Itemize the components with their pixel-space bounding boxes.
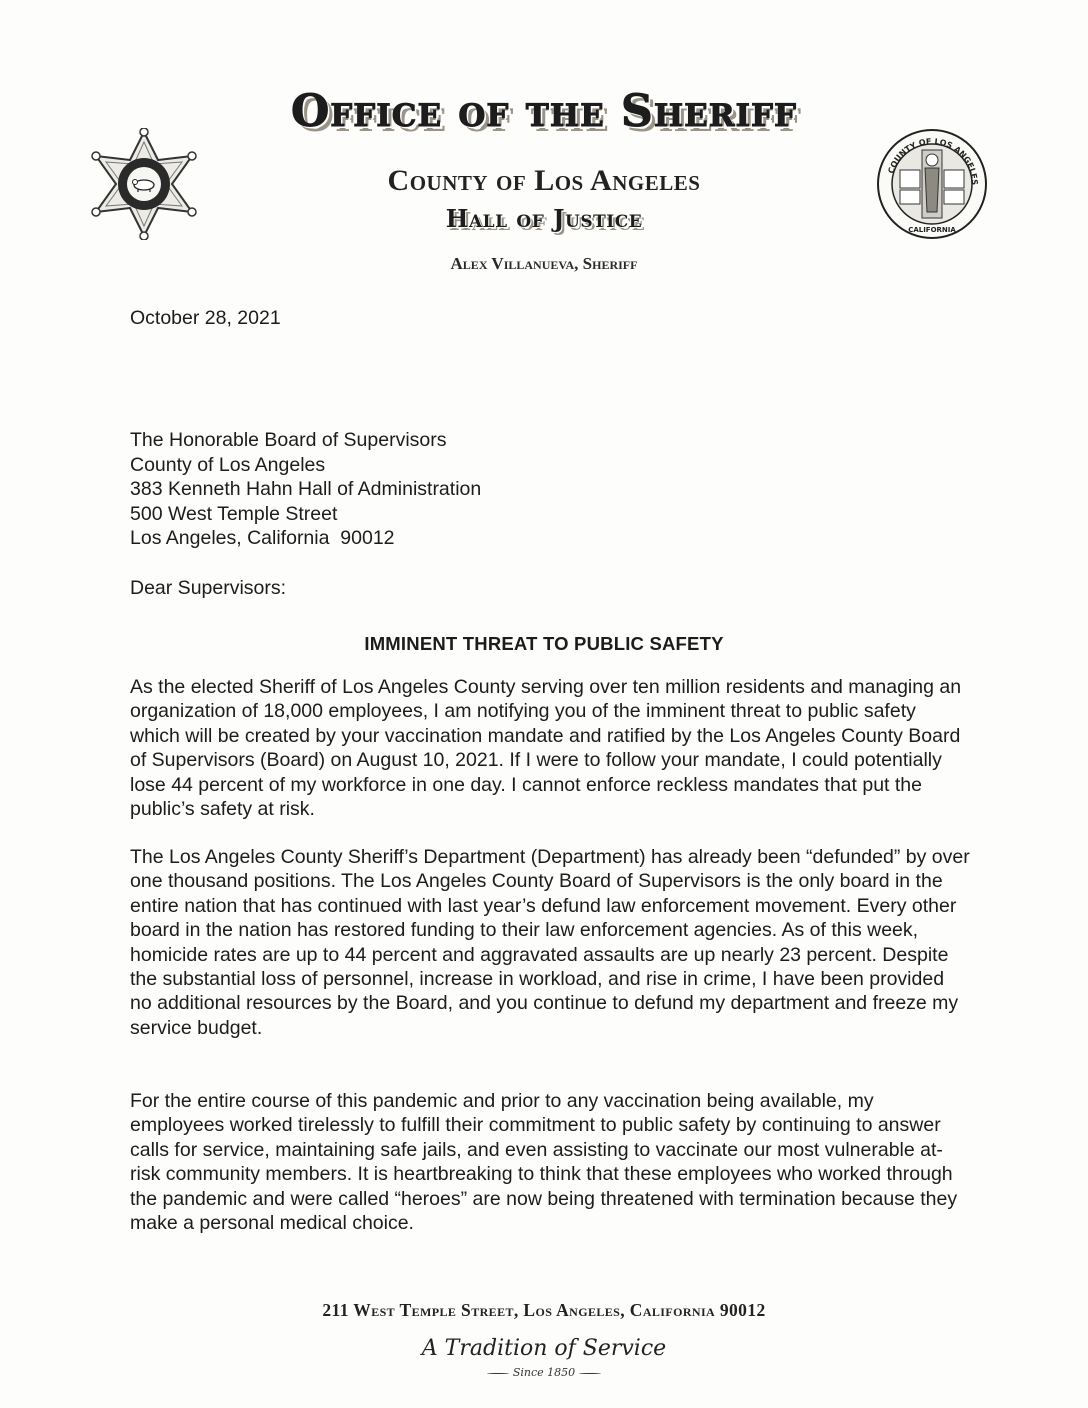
footer-since: [0, 1366, 1088, 1379]
recipient-line: The Honorable Board of Supervisors: [130, 429, 447, 451]
building-name: Hall of Justice: [445, 204, 643, 233]
county-name: County of Los Angeles: [387, 164, 701, 197]
recipient-line: Los Angeles, California 90012: [130, 527, 395, 549]
swash-right-icon: [579, 1373, 601, 1374]
svg-text:CALIFORNIA: CALIFORNIA: [908, 226, 956, 234]
paragraph: The Los Angeles County Sheriff’s Department (Department) has already been “defunded” by over one thousand positions. The Los Angeles County Board of Supervisors is the only board in the entire nation that has continued with last year’s defund law enforcement movement. Every other board in the nation has restored funding to their law enforcement agencies. As of this week, homicide rates are up to 44 percent and aggravated assaults are up nearly 23 percent. Despite the substantial loss of personnel, increase in workload, and rise in crime, I have been provided no additional resources by the Board, and you continue to defund my department and freeze my service budget.: [130, 846, 970, 1039]
footer-address: 211 West Temple Street, Los Angeles, California 90012: [322, 1300, 766, 1320]
since-text: Since 1850: [512, 1366, 576, 1379]
svg-text:COUNTY OF LOS ANGELES: COUNTY OF LOS ANGELES: [886, 136, 980, 186]
office-title: Office of the Sheriff: [290, 86, 798, 137]
salutation: Dear Supervisors:: [130, 577, 287, 599]
recipient-address: [130, 428, 481, 551]
footer-motto: A Tradition of Service: [421, 1336, 667, 1361]
recipient-line: 383 Kenneth Hahn Hall of Administration: [130, 478, 482, 500]
swash-left-icon: [487, 1373, 509, 1374]
paragraph: As the elected Sheriff of Los Angeles County serving over ten million residents and managing an organization of 18,000 employees, I am notifying you of the imminent threat to public safety which will be created by your vaccination mandate and ratified by the Los Angeles County Board of Supervisors (Board) on August 10, 2021. If I were to follow your mandate, I could potentially lose 44 percent of my workforce in one day. I cannot enforce reckless mandates that put the public’s safety at risk.: [130, 676, 962, 821]
recipient-line: County of Los Angeles: [130, 453, 326, 476]
sheriff-name: Alex Villanueva, Sheriff: [450, 254, 638, 273]
letter-date: October 28, 2021: [130, 307, 281, 329]
paragraph: For the entire course of this pandemic and prior to any vaccination being available, my employees worked tirelessly to fulfill their commitment to public safety by continuing to answer calls for service, maintaining safe jails, and even assisting to vaccinate our most vulnerable at-risk community members. It is heartbreaking to think that these employees who worked through the pandemic and were called “heroes” are now being threatened with termination because they make a personal medical choice.: [130, 1090, 958, 1235]
recipient-line: 500 West Temple Street: [130, 502, 338, 525]
county-seal-icon: [876, 128, 988, 240]
subject-heading: IMMINENT THREAT TO PUBLIC SAFETY: [364, 633, 724, 654]
